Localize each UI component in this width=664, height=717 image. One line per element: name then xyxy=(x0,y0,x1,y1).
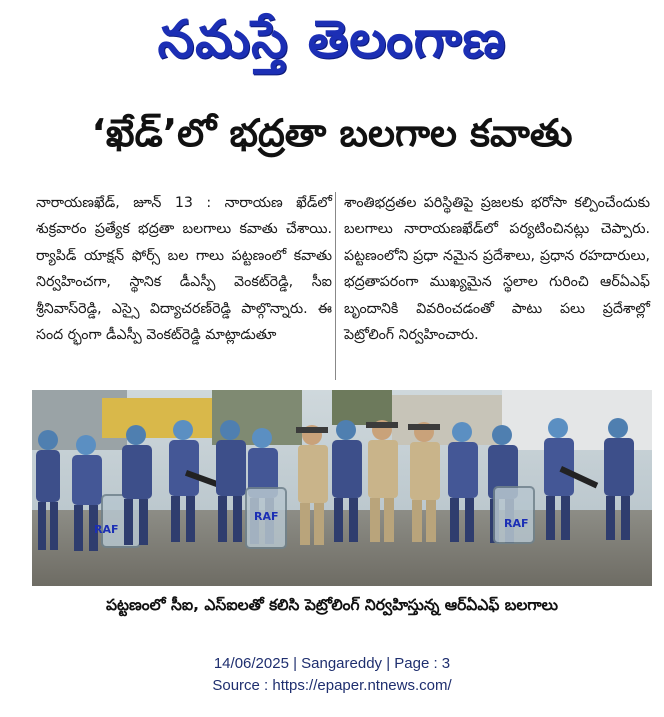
raf-march-photo xyxy=(32,390,652,586)
article-left-column: నారాయణఖేడ్, జూన్ 13 : నారాయణ ఖేడ్‌లో శుక్రవారం ప్రత్యేక భద్రతా బలగాలు కవాతు చేశాయి. ర్యాపిడ్ యాక్షన్ ఫోర్స్ బల గాలు పట్టణంలో కవాతు నిర్వహించగా, స్థానిక డీఎస్పీ వెంకట్‌రెడ్డి, సీఐ శ్రీనివాస్‌రెడ్డి, ఎస్సై విద్యాచరణ్‌రెడ్డి పాల్గొన్నారు. ఈ సంద ర్భంగా డీఎస్పీ వెంకట్‌రెడ్డి మాట్లాడుతూ xyxy=(36,195,332,344)
footer-source-line: Source : https://epaper.ntnews.com/ xyxy=(212,677,452,694)
masthead-title: నమస్తే తెలంగాణ xyxy=(157,9,507,70)
headline-text: ‘ఖేడ్’లో భద్రతా బలగాల కవాతు xyxy=(91,111,573,155)
column-divider xyxy=(335,192,336,380)
raf-shield-label-1: RAF xyxy=(94,523,119,536)
photo-caption-text: పట్టణంలో సీఐ, ఎస్‌ఐలతో కలిసి పెట్రోలింగ్ నిర్వహిస్తున్న ఆర్‌ఏఎఫ్ బలగాలు xyxy=(105,596,559,614)
raf-shield-label-2: RAF xyxy=(254,510,279,523)
article-headline xyxy=(0,110,664,166)
footer-date-line: 14/06/2025 | Sangareddy | Page : 3 xyxy=(213,655,451,672)
news-photo xyxy=(32,390,652,586)
article-right-column: శాంతిభద్రతల పరిస్థితిపై ప్రజలకు భరోసా కల్పించేందుకు బలగాలు నారాయణఖేడ్‌లో పర్యటించినట్లు చెప్పారు. పట్టణంలోని ప్రధా నమైన ప్రదేశాలు, ప్రధాన రహదారులు, భద్రతాపరంగా ముఖ్యమైన స్థలాల గురించి ఆర్‌ఏఎఫ్ బృందానికి వివరించడంతో పాటు పలు ప్రదేశాల్లో పెట్రోలింగ్ నిర్వహించారు. xyxy=(344,195,650,344)
raf-shield-label-3: RAF xyxy=(504,517,529,530)
newspaper-masthead xyxy=(0,6,664,86)
source-footer xyxy=(0,653,664,697)
photo-caption xyxy=(0,593,664,621)
